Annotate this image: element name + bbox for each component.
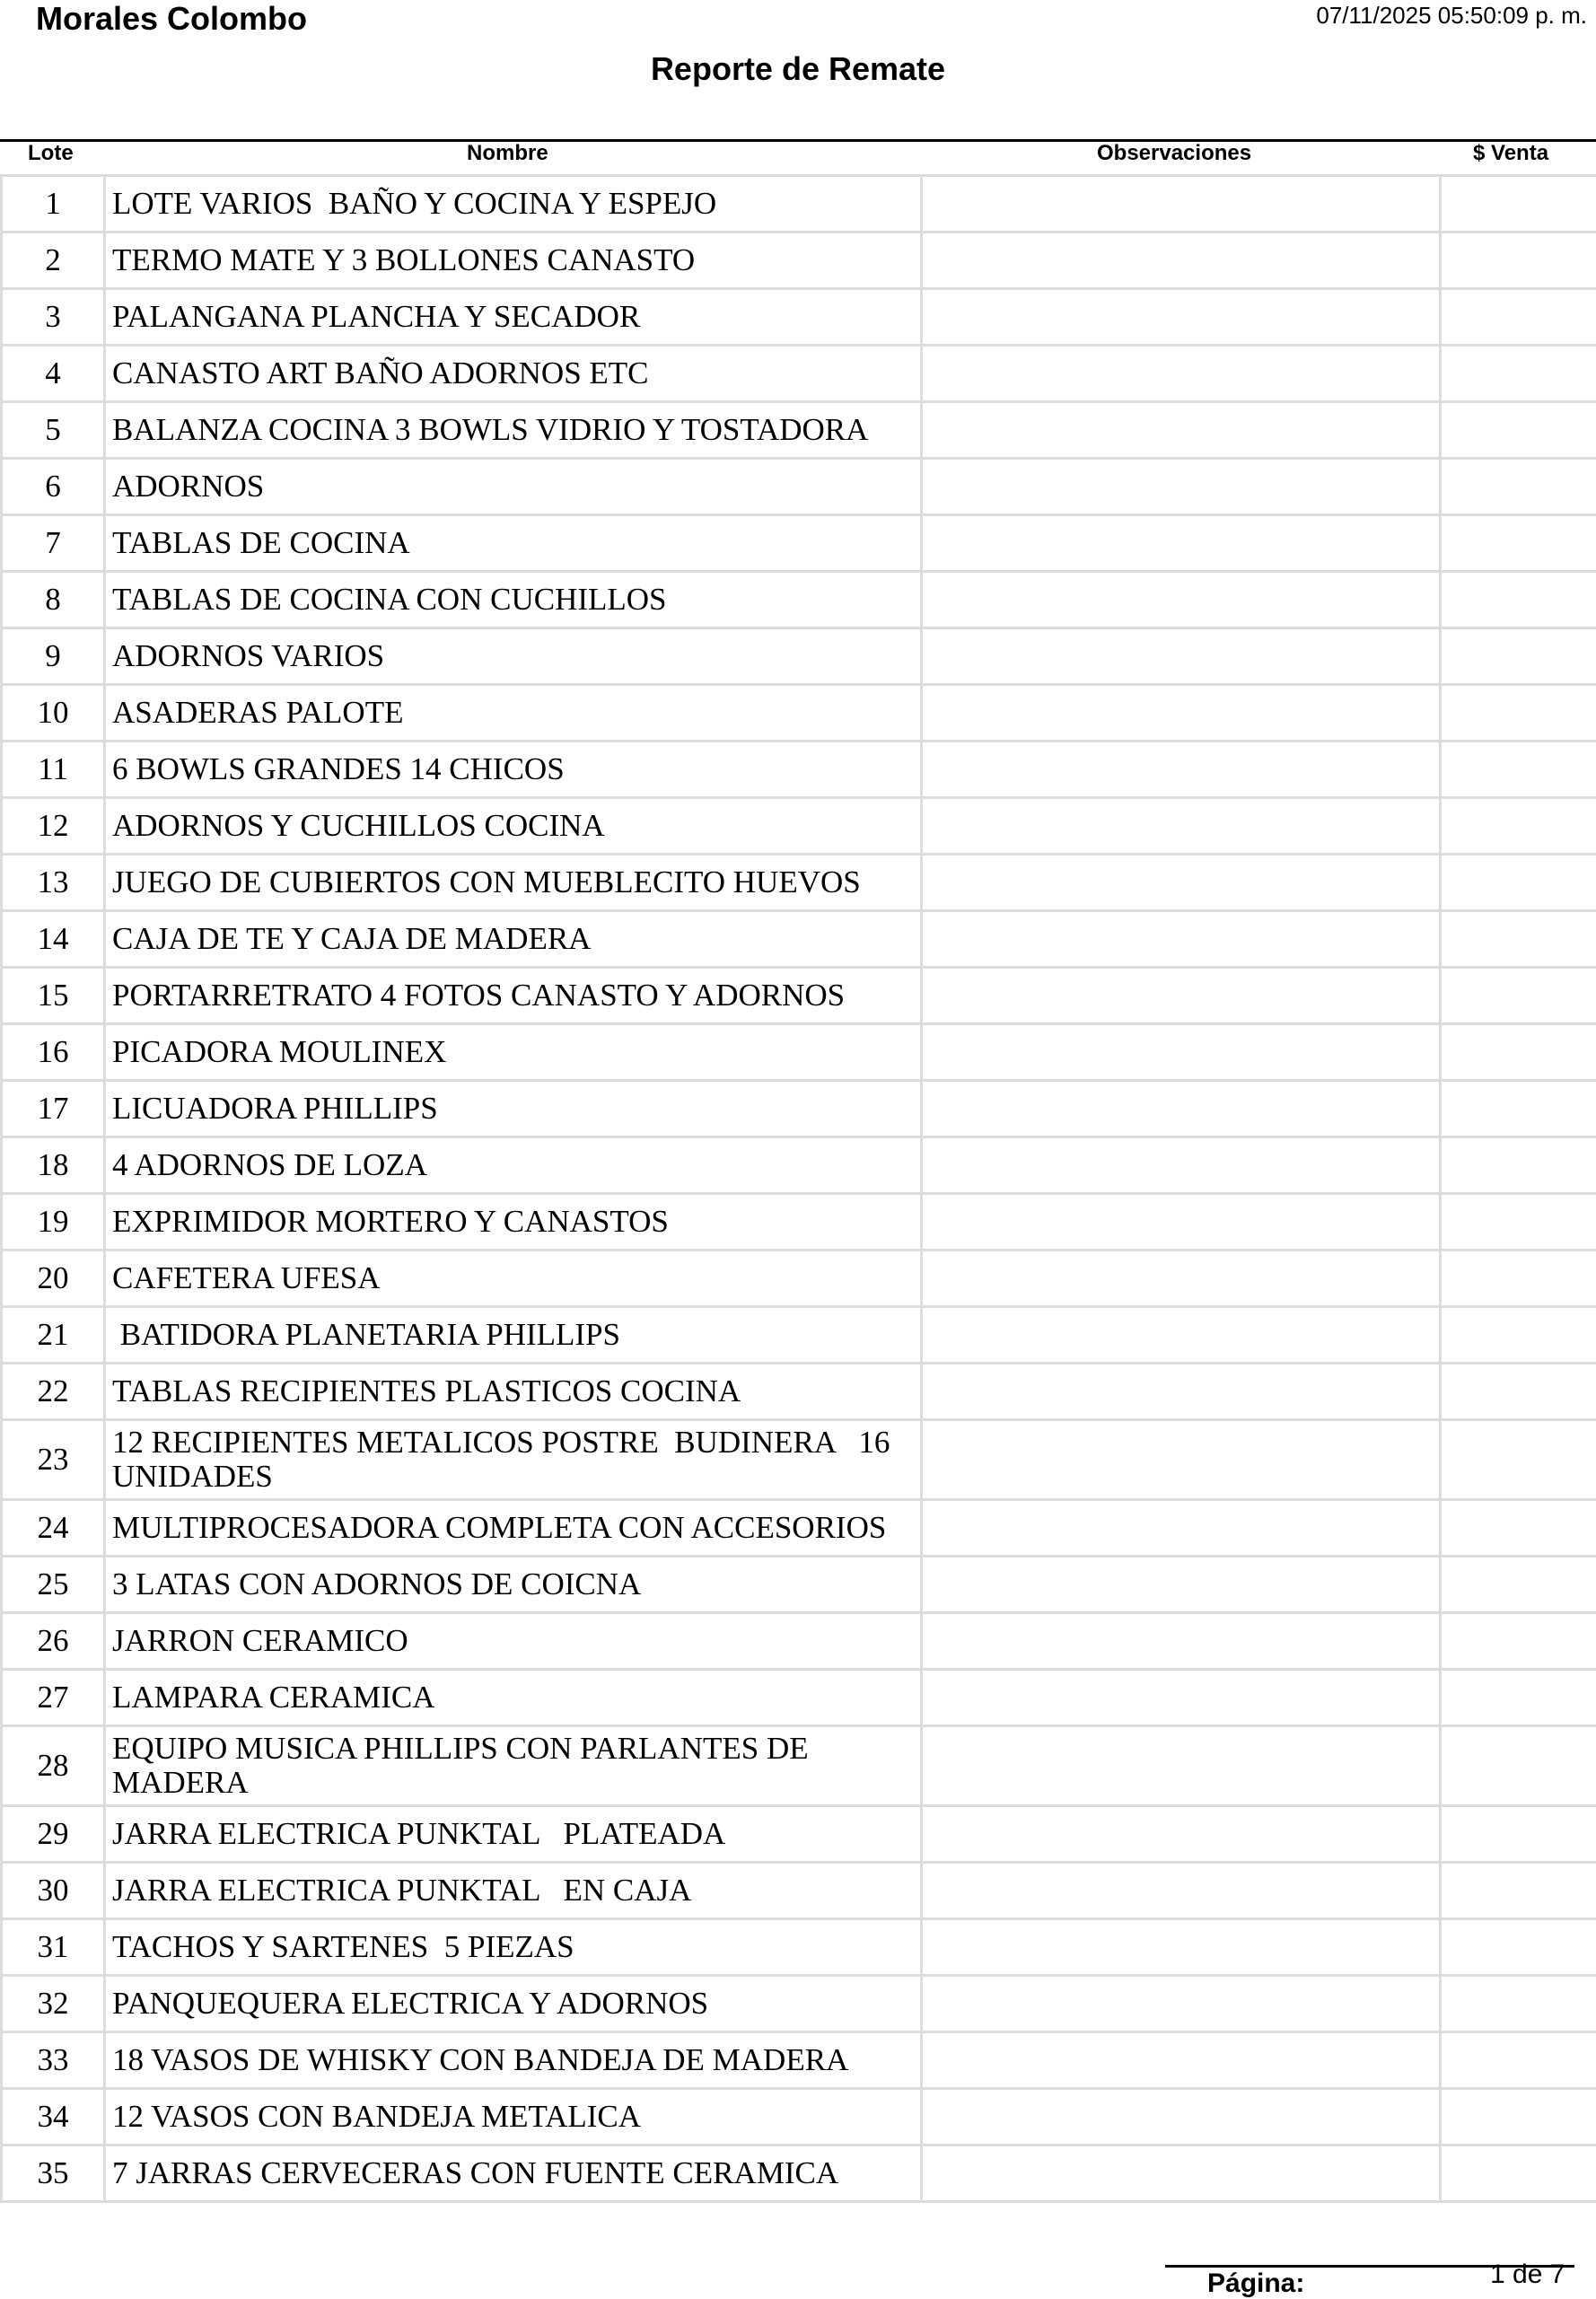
lot-number-cell: 19	[2, 1194, 105, 1250]
observations-cell	[922, 289, 1441, 346]
table-row	[2, 1670, 1596, 1726]
lot-name-cell: 12 VASOS CON BANDEJA METALICA	[105, 2089, 922, 2145]
lot-number-cell: 26	[2, 1613, 105, 1670]
sale-price-cell	[1441, 1919, 1596, 1976]
table-row	[2, 1024, 1596, 1081]
observations-cell	[922, 233, 1441, 289]
observations-cell	[922, 1500, 1441, 1557]
lot-name-cell: ADORNOS VARIOS	[105, 628, 922, 685]
lot-number-cell: 10	[2, 685, 105, 741]
sale-price-cell	[1441, 1420, 1596, 1500]
lot-number-cell: 18	[2, 1137, 105, 1194]
observations-cell	[922, 1557, 1441, 1613]
lot-number-cell: 4	[2, 346, 105, 402]
lot-number-cell: 21	[2, 1307, 105, 1364]
observations-cell	[922, 1081, 1441, 1137]
lot-name-cell: 3 LATAS CON ADORNOS DE COICNA	[105, 1557, 922, 1613]
sale-price-cell	[1441, 968, 1596, 1024]
table-row	[2, 968, 1596, 1024]
table-row	[2, 2145, 1596, 2202]
lot-number-cell: 8	[2, 572, 105, 628]
lot-number-cell: 2	[2, 233, 105, 289]
table-row	[2, 1726, 1596, 1806]
sale-price-cell	[1441, 1557, 1596, 1613]
observations-cell	[922, 1863, 1441, 1919]
observations-cell	[922, 798, 1441, 855]
sale-price-cell	[1441, 1364, 1596, 1420]
page-label: Página:	[1207, 2268, 1304, 2299]
observations-cell	[922, 911, 1441, 968]
table-row	[2, 1500, 1596, 1557]
lot-name-cell: JARRA ELECTRICA PUNKTAL PLATEADA	[105, 1806, 922, 1863]
observations-cell	[922, 628, 1441, 685]
sale-price-cell	[1441, 628, 1596, 685]
table-row	[2, 1307, 1596, 1364]
lot-number-cell: 9	[2, 628, 105, 685]
sale-price-cell	[1441, 1250, 1596, 1307]
observations-cell	[922, 176, 1441, 233]
sale-price-cell	[1441, 1976, 1596, 2032]
observations-cell	[922, 2145, 1441, 2202]
lot-number-cell: 23	[2, 1420, 105, 1500]
observations-cell	[922, 968, 1441, 1024]
table-row	[2, 798, 1596, 855]
observations-cell	[922, 855, 1441, 911]
company-name: Morales Colombo	[36, 0, 307, 38]
header-rule	[0, 139, 1596, 142]
table-row	[2, 515, 1596, 572]
lot-number-cell: 7	[2, 515, 105, 572]
lot-name-cell: JARRON CERAMICO	[105, 1613, 922, 1670]
observations-cell	[922, 515, 1441, 572]
lot-number-cell: 29	[2, 1806, 105, 1863]
report-title: Reporte de Remate	[0, 50, 1596, 88]
observations-cell	[922, 346, 1441, 402]
table-row	[2, 2089, 1596, 2145]
lot-name-cell: 4 ADORNOS DE LOZA	[105, 1137, 922, 1194]
lot-number-cell: 24	[2, 1500, 105, 1557]
observations-cell	[922, 1976, 1441, 2032]
sale-price-cell	[1441, 1806, 1596, 1863]
lot-number-cell: 32	[2, 1976, 105, 2032]
observations-cell	[922, 1420, 1441, 1500]
lot-name-cell: ADORNOS Y CUCHILLOS COCINA	[105, 798, 922, 855]
observations-cell	[922, 1364, 1441, 1420]
lot-name-cell: TERMO MATE Y 3 BOLLONES CANASTO	[105, 233, 922, 289]
table-row	[2, 1420, 1596, 1500]
lot-name-cell: TABLAS DE COCINA CON CUCHILLOS	[105, 572, 922, 628]
lot-name-cell: ADORNOS	[105, 459, 922, 515]
table-row	[2, 628, 1596, 685]
table-row	[2, 1863, 1596, 1919]
table-row	[2, 1081, 1596, 1137]
table-row	[2, 741, 1596, 798]
lot-name-cell: TABLAS DE COCINA	[105, 515, 922, 572]
lot-number-cell: 27	[2, 1670, 105, 1726]
lot-name-cell: CAJA DE TE Y CAJA DE MADERA	[105, 911, 922, 968]
page-number: 1 de 7	[1490, 2260, 1565, 2290]
sale-price-cell	[1441, 1500, 1596, 1557]
lot-name-cell: PALANGANA PLANCHA Y SECADOR	[105, 289, 922, 346]
lot-number-cell: 22	[2, 1364, 105, 1420]
table-row	[2, 1919, 1596, 1976]
sale-price-cell	[1441, 402, 1596, 459]
lot-number-cell: 34	[2, 2089, 105, 2145]
lot-number-cell: 6	[2, 459, 105, 515]
column-header-nombre: Nombre	[467, 141, 548, 166]
sale-price-cell	[1441, 1194, 1596, 1250]
table-row	[2, 572, 1596, 628]
observations-cell	[922, 1919, 1441, 1976]
sale-price-cell	[1441, 685, 1596, 741]
table-row	[2, 176, 1596, 233]
lot-number-cell: 31	[2, 1919, 105, 1976]
lot-number-cell: 3	[2, 289, 105, 346]
table-row	[2, 911, 1596, 968]
sale-price-cell	[1441, 1863, 1596, 1919]
lot-number-cell: 11	[2, 741, 105, 798]
lot-name-cell: 18 VASOS DE WHISKY CON BANDEJA DE MADERA	[105, 2032, 922, 2089]
sale-price-cell	[1441, 2145, 1596, 2202]
lot-name-cell: LOTE VARIOS BAÑO Y COCINA Y ESPEJO	[105, 176, 922, 233]
sale-price-cell	[1441, 798, 1596, 855]
lot-name-cell: TACHOS Y SARTENES 5 PIEZAS	[105, 1919, 922, 1976]
sale-price-cell	[1441, 911, 1596, 968]
table-row	[2, 289, 1596, 346]
lot-name-cell: EXPRIMIDOR MORTERO Y CANASTOS	[105, 1194, 922, 1250]
lot-name-cell: JUEGO DE CUBIERTOS CON MUEBLECITO HUEVOS	[105, 855, 922, 911]
lot-number-cell: 14	[2, 911, 105, 968]
lot-name-cell: 7 JARRAS CERVECERAS CON FUENTE CERAMICA	[105, 2145, 922, 2202]
table-row	[2, 2032, 1596, 2089]
lot-name-cell: MULTIPROCESADORA COMPLETA CON ACCESORIOS	[105, 1500, 922, 1557]
column-header-lote: Lote	[28, 141, 74, 166]
lot-number-cell: 1	[2, 176, 105, 233]
lot-number-cell: 30	[2, 1863, 105, 1919]
lot-name-cell: PICADORA MOULINEX	[105, 1024, 922, 1081]
table-row	[2, 1364, 1596, 1420]
observations-cell	[922, 741, 1441, 798]
report-timestamp: 07/11/2025 05:50:09 p. m.	[1316, 2, 1587, 30]
table-row	[2, 855, 1596, 911]
sale-price-cell	[1441, 1137, 1596, 1194]
observations-cell	[922, 1726, 1441, 1806]
lot-name-cell: BATIDORA PLANETARIA PHILLIPS	[105, 1307, 922, 1364]
sale-price-cell	[1441, 1024, 1596, 1081]
observations-cell	[922, 459, 1441, 515]
table-row	[2, 1613, 1596, 1670]
table-row	[2, 459, 1596, 515]
lot-name-cell: TABLAS RECIPIENTES PLASTICOS COCINA	[105, 1364, 922, 1420]
sale-price-cell	[1441, 1726, 1596, 1806]
sale-price-cell	[1441, 233, 1596, 289]
sale-price-cell	[1441, 1670, 1596, 1726]
sale-price-cell	[1441, 2089, 1596, 2145]
observations-cell	[922, 1194, 1441, 1250]
table-row	[2, 346, 1596, 402]
observations-cell	[922, 685, 1441, 741]
lot-number-cell: 28	[2, 1726, 105, 1806]
table-row	[2, 685, 1596, 741]
sale-price-cell	[1441, 515, 1596, 572]
column-header-observaciones: Observaciones	[1097, 141, 1251, 166]
lot-name-cell: 6 BOWLS GRANDES 14 CHICOS	[105, 741, 922, 798]
sale-price-cell	[1441, 2032, 1596, 2089]
lot-name-cell: 12 RECIPIENTES METALICOS POSTRE BUDINERA 16 UNIDADES	[105, 1420, 922, 1500]
lot-number-cell: 12	[2, 798, 105, 855]
observations-cell	[922, 1137, 1441, 1194]
sale-price-cell	[1441, 572, 1596, 628]
lot-number-cell: 25	[2, 1557, 105, 1613]
lot-name-cell: ASADERAS PALOTE	[105, 685, 922, 741]
lot-name-cell: CAFETERA UFESA	[105, 1250, 922, 1307]
column-header-venta: $ Venta	[1473, 141, 1548, 166]
observations-cell	[922, 1806, 1441, 1863]
sale-price-cell	[1441, 346, 1596, 402]
lot-number-cell: 13	[2, 855, 105, 911]
sale-price-cell	[1441, 741, 1596, 798]
table-row	[2, 1194, 1596, 1250]
table-row	[2, 1557, 1596, 1613]
lot-number-cell: 20	[2, 1250, 105, 1307]
observations-cell	[922, 1307, 1441, 1364]
table-row	[2, 233, 1596, 289]
table-row	[2, 1976, 1596, 2032]
lot-number-cell: 15	[2, 968, 105, 1024]
lot-name-cell: JARRA ELECTRICA PUNKTAL EN CAJA	[105, 1863, 922, 1919]
lot-number-cell: 16	[2, 1024, 105, 1081]
table-row	[2, 1806, 1596, 1863]
observations-cell	[922, 572, 1441, 628]
lot-number-cell: 5	[2, 402, 105, 459]
observations-cell	[922, 1250, 1441, 1307]
lot-name-cell: PANQUEQUERA ELECTRICA Y ADORNOS	[105, 1976, 922, 2032]
observations-cell	[922, 2032, 1441, 2089]
sale-price-cell	[1441, 459, 1596, 515]
lot-name-cell: LAMPARA CERAMICA	[105, 1670, 922, 1726]
sale-price-cell	[1441, 176, 1596, 233]
observations-cell	[922, 1670, 1441, 1726]
lots-table	[0, 174, 1596, 2203]
observations-cell	[922, 2089, 1441, 2145]
sale-price-cell	[1441, 289, 1596, 346]
observations-cell	[922, 1024, 1441, 1081]
sale-price-cell	[1441, 1613, 1596, 1670]
observations-cell	[922, 1613, 1441, 1670]
table-row	[2, 402, 1596, 459]
lot-name-cell: PORTARRETRATO 4 FOTOS CANASTO Y ADORNOS	[105, 968, 922, 1024]
lot-name-cell: LICUADORA PHILLIPS	[105, 1081, 922, 1137]
lot-number-cell: 17	[2, 1081, 105, 1137]
sale-price-cell	[1441, 855, 1596, 911]
observations-cell	[922, 402, 1441, 459]
lot-name-cell: EQUIPO MUSICA PHILLIPS CON PARLANTES DE MADERA	[105, 1726, 922, 1806]
lot-name-cell: BALANZA COCINA 3 BOWLS VIDRIO Y TOSTADORA	[105, 402, 922, 459]
lot-number-cell: 33	[2, 2032, 105, 2089]
lot-name-cell: CANASTO ART BAÑO ADORNOS ETC	[105, 346, 922, 402]
table-row	[2, 1250, 1596, 1307]
lot-number-cell: 35	[2, 2145, 105, 2202]
sale-price-cell	[1441, 1307, 1596, 1364]
sale-price-cell	[1441, 1081, 1596, 1137]
table-row	[2, 1137, 1596, 1194]
